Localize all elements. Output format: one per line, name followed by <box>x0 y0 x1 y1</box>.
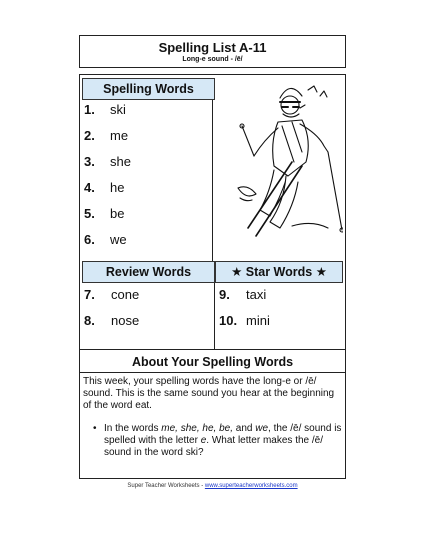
bullet-dot: • <box>93 423 97 434</box>
bullet-italic-word: we <box>255 423 269 434</box>
list-item <box>84 152 131 172</box>
word-number: 4. <box>84 180 95 195</box>
word-number: 6. <box>84 232 95 247</box>
star-words-header: ★ Star Words ★ <box>215 261 343 283</box>
list-item <box>84 311 139 331</box>
list-item <box>84 204 124 224</box>
word-text: taxi <box>246 287 267 302</box>
spelling-words-header: Spelling Words <box>82 78 215 100</box>
word-number: 7. <box>84 287 95 302</box>
list-item <box>219 285 266 305</box>
bullet-italic-words: me, she, he, be, <box>161 423 233 434</box>
about-title: About Your Spelling Words <box>131 355 294 369</box>
footer-text: Super Teacher Worksheets - <box>127 483 205 489</box>
word-text: he <box>110 180 125 195</box>
word-text: she <box>110 154 131 169</box>
footer-link[interactable]: www.superteacherworksheets.com <box>204 483 298 489</box>
word-text: ski <box>110 102 126 117</box>
star-words-list <box>215 283 345 351</box>
bullet-text-part: In the words <box>104 423 162 434</box>
skier-illustration <box>220 78 343 256</box>
word-list-box <box>79 74 346 352</box>
about-divider <box>80 372 345 373</box>
list-item <box>84 285 139 305</box>
about-box <box>79 349 346 479</box>
spelling-words-list <box>80 100 213 261</box>
word-text: nose <box>111 313 140 328</box>
word-text: mini <box>246 313 270 328</box>
word-text: cone <box>111 287 140 302</box>
title-box <box>79 35 346 68</box>
footer <box>0 483 425 489</box>
list-item <box>84 178 124 198</box>
word-number: 5. <box>84 206 95 221</box>
word-number: 2. <box>84 128 95 143</box>
about-paragraph: This week, your spelling words have the long-e or /ē/ sound. This is the same sound you hear at the beginning of the word eat. <box>83 376 335 411</box>
list-item <box>84 230 127 250</box>
word-number: 10. <box>219 313 238 328</box>
list-item <box>84 100 126 120</box>
page-title: Spelling List A-11 <box>158 40 267 55</box>
bullet-text <box>104 423 343 459</box>
word-text: we <box>110 232 127 247</box>
word-number: 1. <box>84 102 95 117</box>
bullet-italic-letter: e <box>200 435 207 446</box>
page-subtitle: Long-e sound - /ē/ <box>182 56 243 63</box>
review-words-header: Review Words <box>82 261 215 283</box>
bullet-text-part: and <box>232 423 256 434</box>
word-text: me <box>110 128 129 143</box>
bullet-text-part: . What letter makes the /ē/ sound in the word ski? <box>104 435 323 458</box>
word-number: 8. <box>84 313 95 328</box>
word-text: be <box>110 206 125 221</box>
review-words-list <box>80 283 215 351</box>
word-number: 3. <box>84 154 95 169</box>
list-item <box>84 126 128 146</box>
word-number: 9. <box>219 287 230 302</box>
bullet-text-part: , the /ē/ sound is spelled with the letter <box>104 423 342 446</box>
about-bullet <box>93 423 343 459</box>
list-item <box>219 311 270 331</box>
